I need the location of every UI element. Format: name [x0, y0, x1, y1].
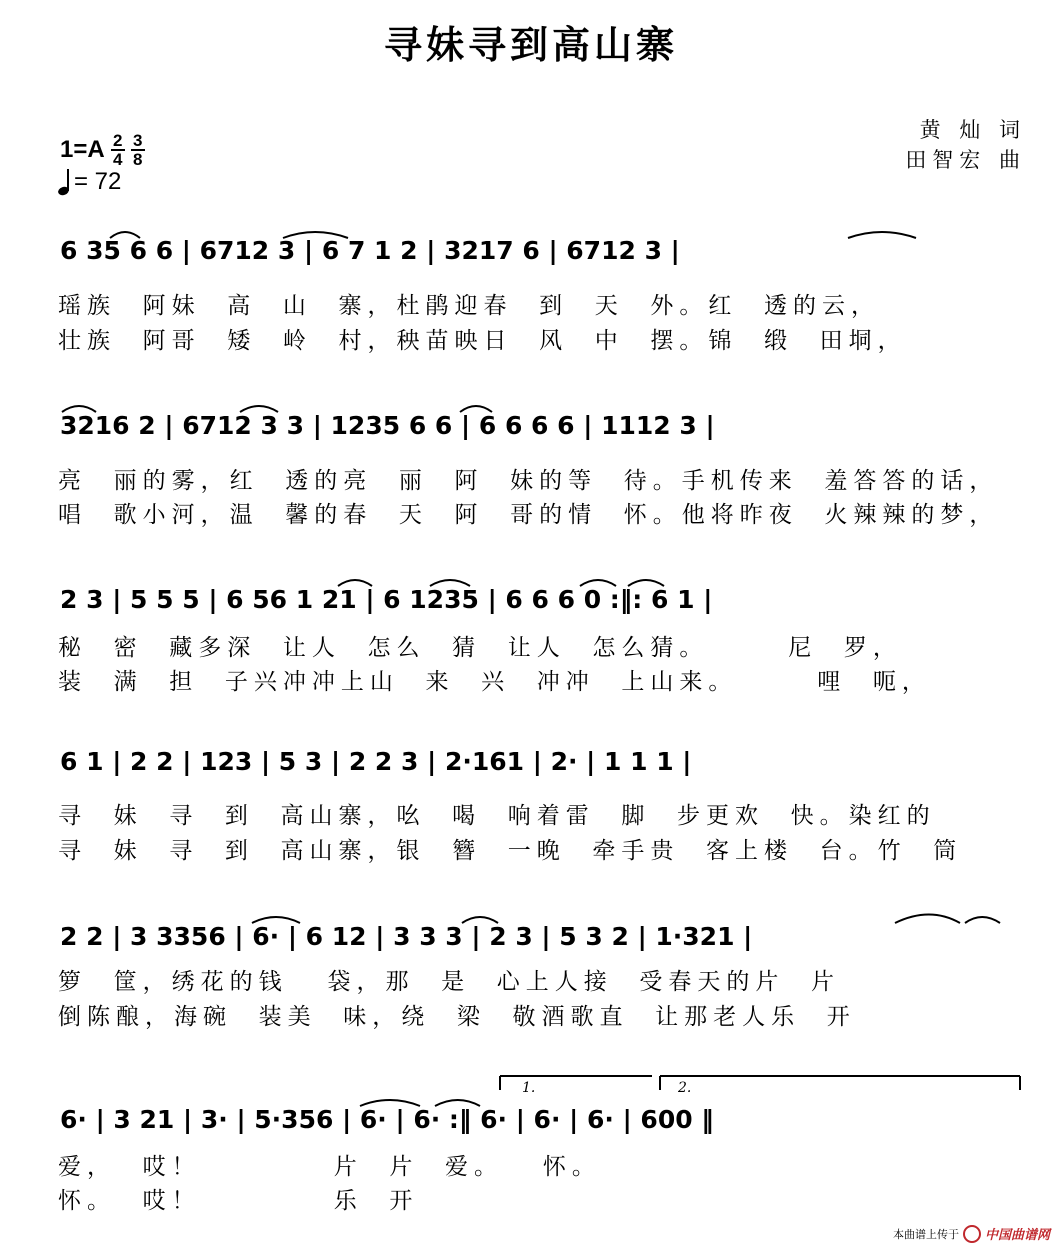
key-signature — [60, 132, 145, 168]
notation-line-4: 6 1 | 2 2 | 123 | 5 3 | 2 2 3 | 2·161 | 2· | 1 1 1 | — [60, 747, 692, 776]
volta-label-2: 2. — [678, 1080, 692, 1096]
composer-credit: 田智宏 曲 — [905, 148, 1026, 172]
lyric-line-1b: 壮族 阿哥 矮 岭 村，秧苗映日 风 中 摆。锦 缎 田垌， — [58, 328, 907, 354]
lyric-line-2b: 唱 歌小河，温 馨的春 天 阿 哥的情 怀。他将昨夜 火辣辣的梦， — [58, 502, 999, 528]
footer-site: 中国曲谱网 — [984, 1228, 1050, 1243]
key-label: 1=A — [60, 136, 105, 163]
lyricist-credit: 黄 灿 词 — [919, 118, 1026, 142]
lyric-line-5b: 倒陈酿，海碗 装美 味，绕 梁 敬酒歌直 让那老人乐 开 — [58, 1004, 856, 1030]
slur-mark — [965, 917, 1000, 923]
lyric-line-2a: 亮 丽的雾，红 透的亮 丽 阿 妹的等 待。手机传来 羞答答的话， — [58, 468, 999, 494]
tempo-value: = 72 — [74, 168, 122, 195]
footer-text: 本曲谱上传于 — [892, 1227, 959, 1241]
notation-line-1: 6 35 6 6 | 6712 3 | 6 7 1 2 | 3217 6 | 6712 3 | — [60, 236, 680, 265]
lyric-line-6b: 怀。 哎！ 乐 开 — [58, 1188, 419, 1214]
notation-line-3: 2 3 | 5 5 5 | 6 56 1 21 | 6 1235 | 6 6 6 0 :‖: 6 1 | — [60, 585, 713, 614]
lyric-line-4a: 寻 妹 寻 到 高山寨，吆 喝 响着雷 脚 步更欢 快。染红的 — [58, 803, 936, 829]
lyric-line-3b: 装 满 担 子兴冲冲上山 来 兴 冲冲 上山来。 哩 呃， — [58, 669, 931, 695]
footer-watermark — [893, 1224, 1050, 1243]
notation-line-2: 3216 2 | 6712 3 3 | 1235 6 6 | 6 6 6 6 | 1112 3 | — [60, 411, 715, 440]
notation-line-6: 6· | 3 21 | 3· | 5·356 | 6· | 6· :‖ 6· | 6· | 6· | 600 ‖ — [60, 1105, 714, 1134]
volta-label-1: 1. — [522, 1080, 536, 1096]
notation-line-5: 2 2 | 3 3356 | 6· | 6 12 | 3 3 3 | 2 3 | 5 3 2 | 1·321 | — [60, 922, 753, 951]
lyric-line-5a: 箩 筐，绣花的钱 袋，那 是 心上人接 受春天的片 片 — [58, 969, 841, 995]
lyric-line-1a: 瑶族 阿妹 高 山 寨，杜鹃迎春 到 天 外。红 透的云， — [58, 293, 880, 319]
slur-mark — [848, 232, 916, 238]
quarter-note-icon — [58, 169, 70, 195]
lyric-line-3a: 秘 密 藏多深 让人 怎么 猜 让人 怎么猜。 尼 罗， — [58, 635, 902, 661]
credits — [905, 115, 1026, 175]
slur-mark — [895, 915, 960, 924]
site-logo-icon — [963, 1225, 981, 1243]
lyric-line-4b: 寻 妹 寻 到 高山寨，银 簪 一晚 牵手贵 客上楼 台。竹 筒 — [58, 838, 963, 864]
lyric-line-6a: 爱， 哎！ 片 片 爱。 怀。 — [58, 1154, 601, 1180]
tempo-marking — [58, 168, 121, 196]
time-signature-2: $\frac{3}{8}$ — [131, 132, 145, 168]
time-signature-1: $\frac{2}{4}$ — [111, 132, 125, 168]
score-title: 寻妹寻到高山寨 — [383, 23, 678, 67]
